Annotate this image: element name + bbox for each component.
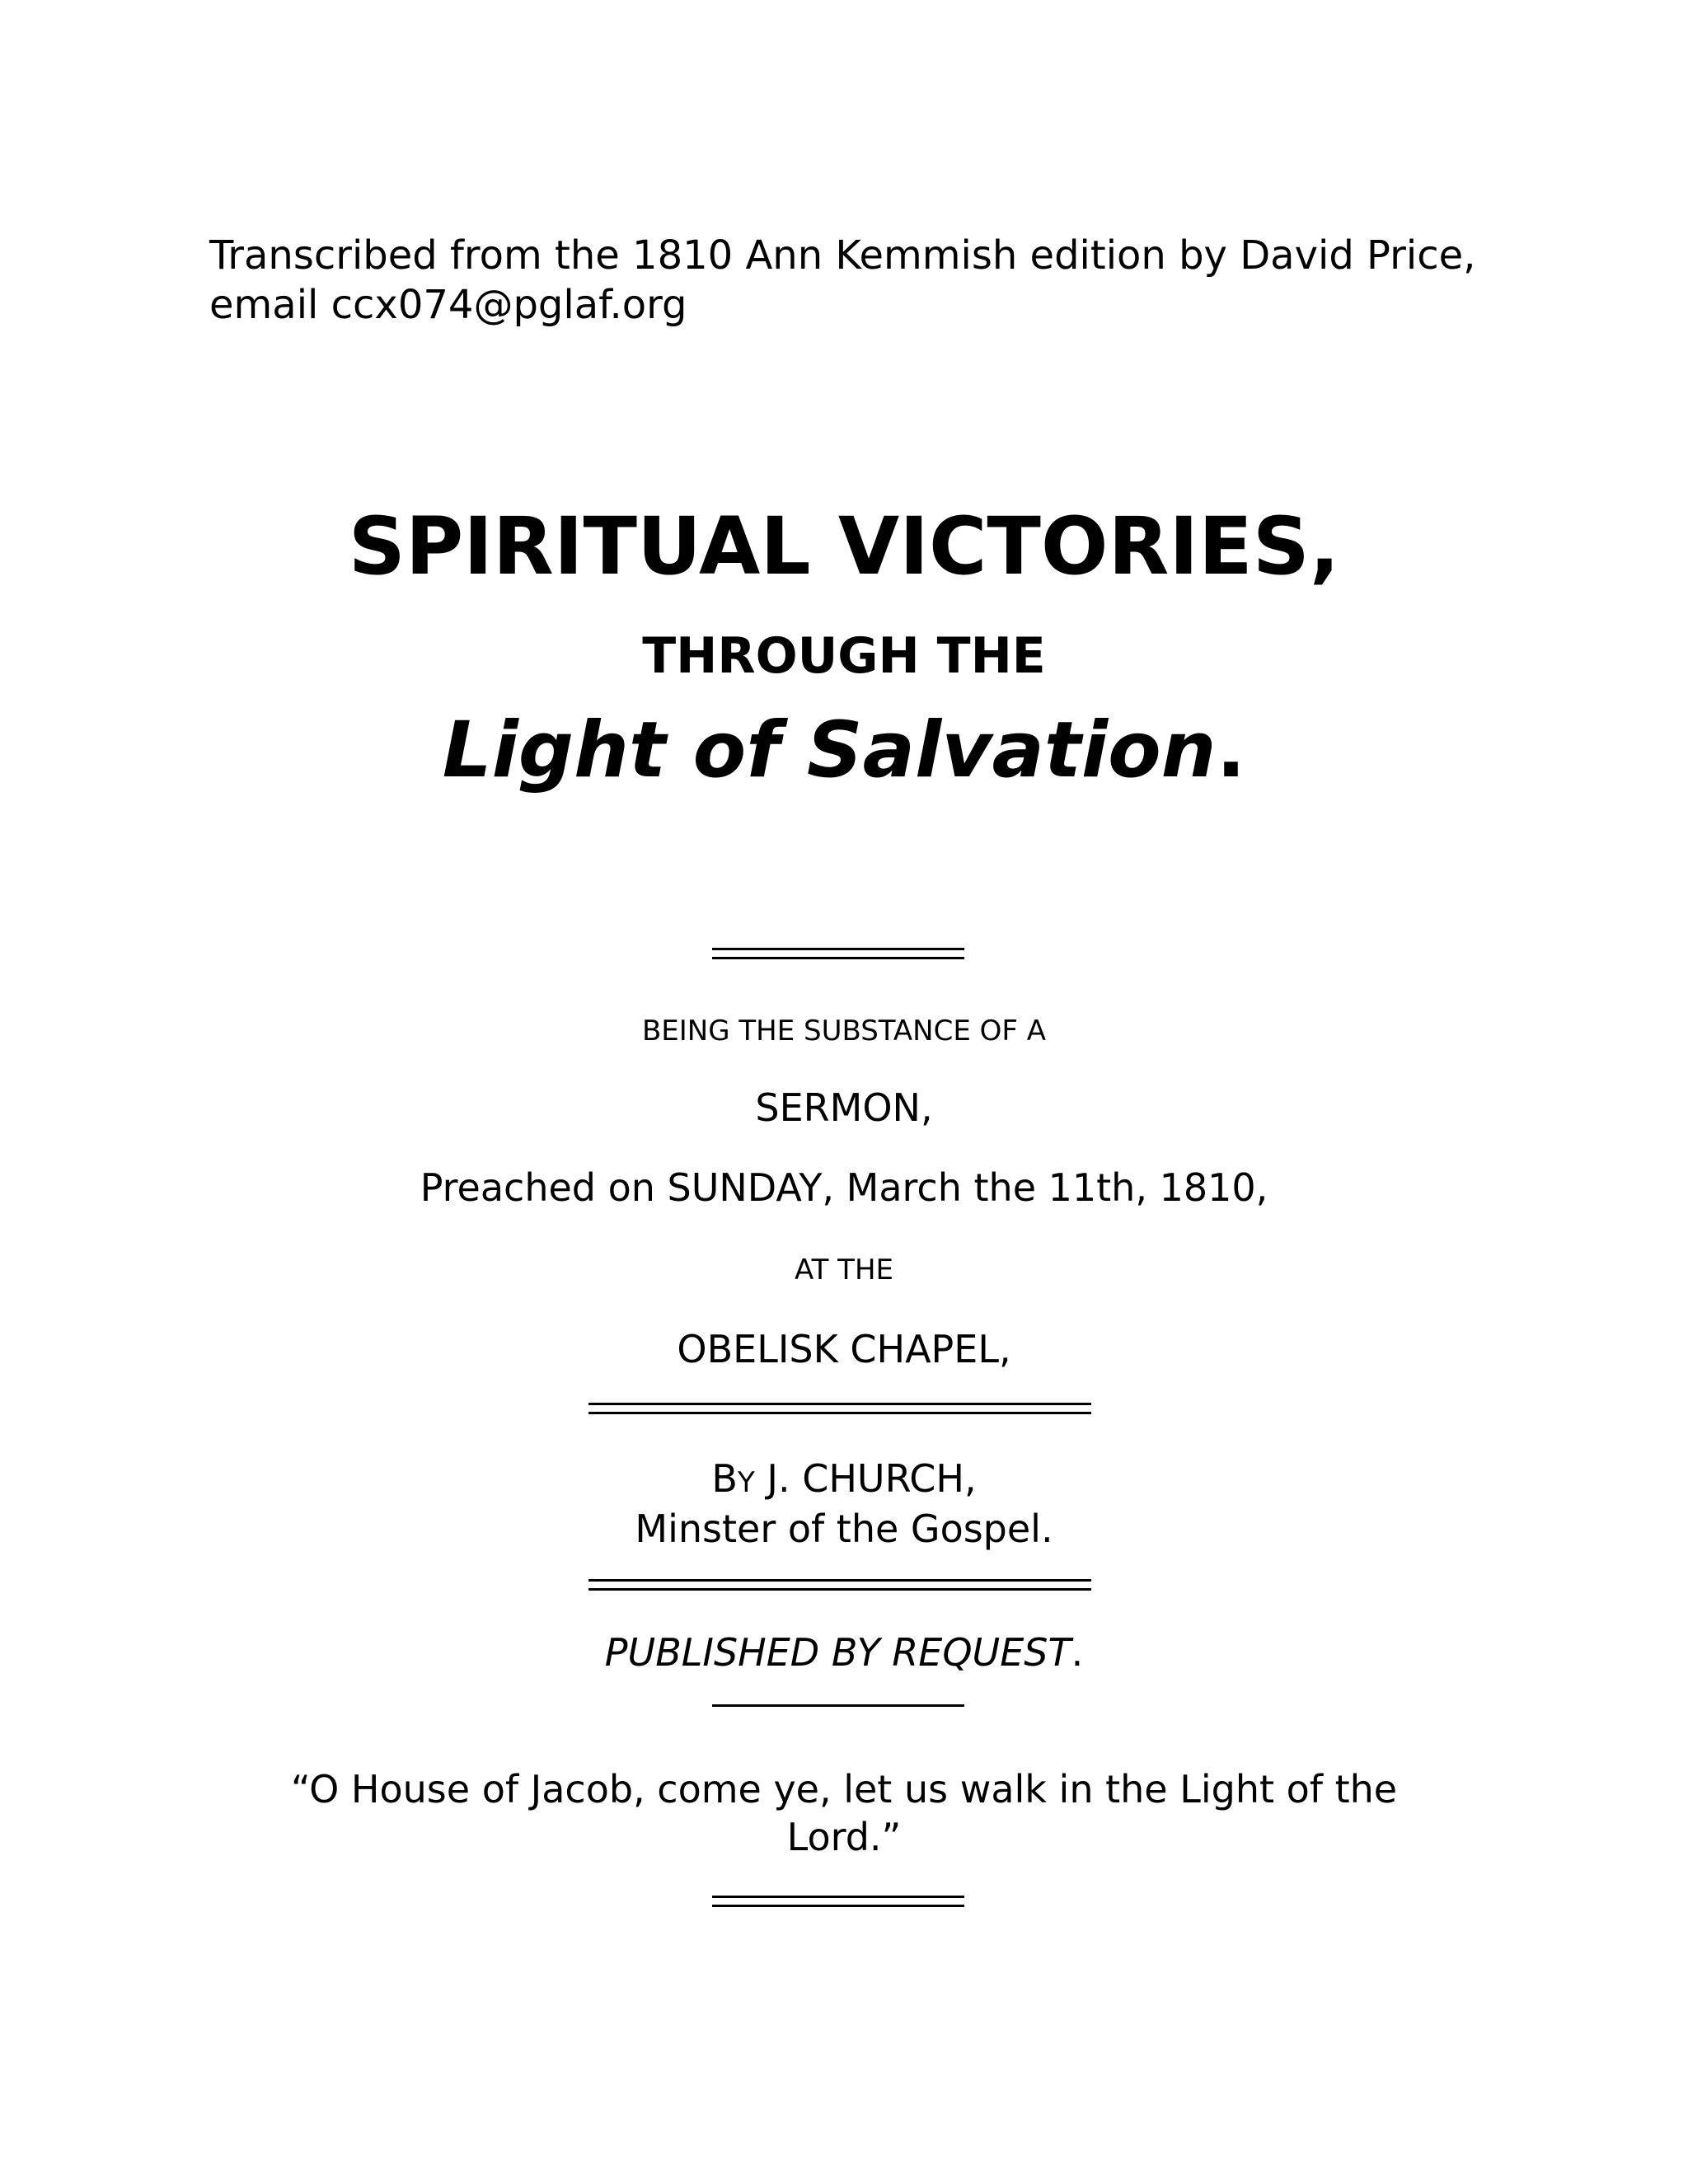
- credit-line-2: email ccx074@pglaf.org: [209, 282, 687, 328]
- author-name: J. CHURCH,: [754, 1456, 977, 1501]
- sermon-line: SERMON,: [755, 1085, 933, 1130]
- being-substance-line: BEING THE SUBSTANCE OF A: [641, 1015, 1047, 1047]
- single-rule: [712, 1704, 964, 1707]
- published-period: .: [1071, 1630, 1084, 1675]
- double-rule-4: [712, 1896, 964, 1907]
- title-italic-period: .: [1216, 705, 1246, 795]
- double-rule-3: [588, 1579, 1091, 1591]
- double-rule-2: [588, 1403, 1091, 1414]
- preached-line: Preached on SUNDAY, March the 11th, 1810,: [420, 1165, 1268, 1210]
- page-title: SPIRITUAL VICTORIES,: [348, 500, 1340, 593]
- title-italic-line: [0, 705, 1688, 797]
- chapel-line: OBELISK CHAPEL,: [677, 1327, 1011, 1371]
- transcriber-credit: [209, 231, 1495, 330]
- published-line: [0, 1629, 1688, 1676]
- title-italic-text: Light of Salvation: [442, 705, 1217, 795]
- double-rule-1: [712, 948, 964, 959]
- author-line: [0, 1455, 1688, 1507]
- credit-line-1: Transcribed from the 1810 Ann Kemmish edition by David Price,: [209, 232, 1476, 279]
- at-the-line: AT THE: [794, 1254, 893, 1286]
- minister-line: Minster of the Gospel.: [635, 1507, 1053, 1551]
- title-subline: THROUGH THE: [642, 627, 1046, 685]
- quote-line-2: Lord.”: [786, 1815, 902, 1859]
- author-by-small: Y: [737, 1466, 755, 1499]
- quote-line-1: “O House of Jacob, come ye, let us walk in the Light of the: [290, 1767, 1398, 1811]
- author-by-initial: B: [711, 1456, 738, 1501]
- published-text: PUBLISHED BY REQUEST: [604, 1630, 1071, 1675]
